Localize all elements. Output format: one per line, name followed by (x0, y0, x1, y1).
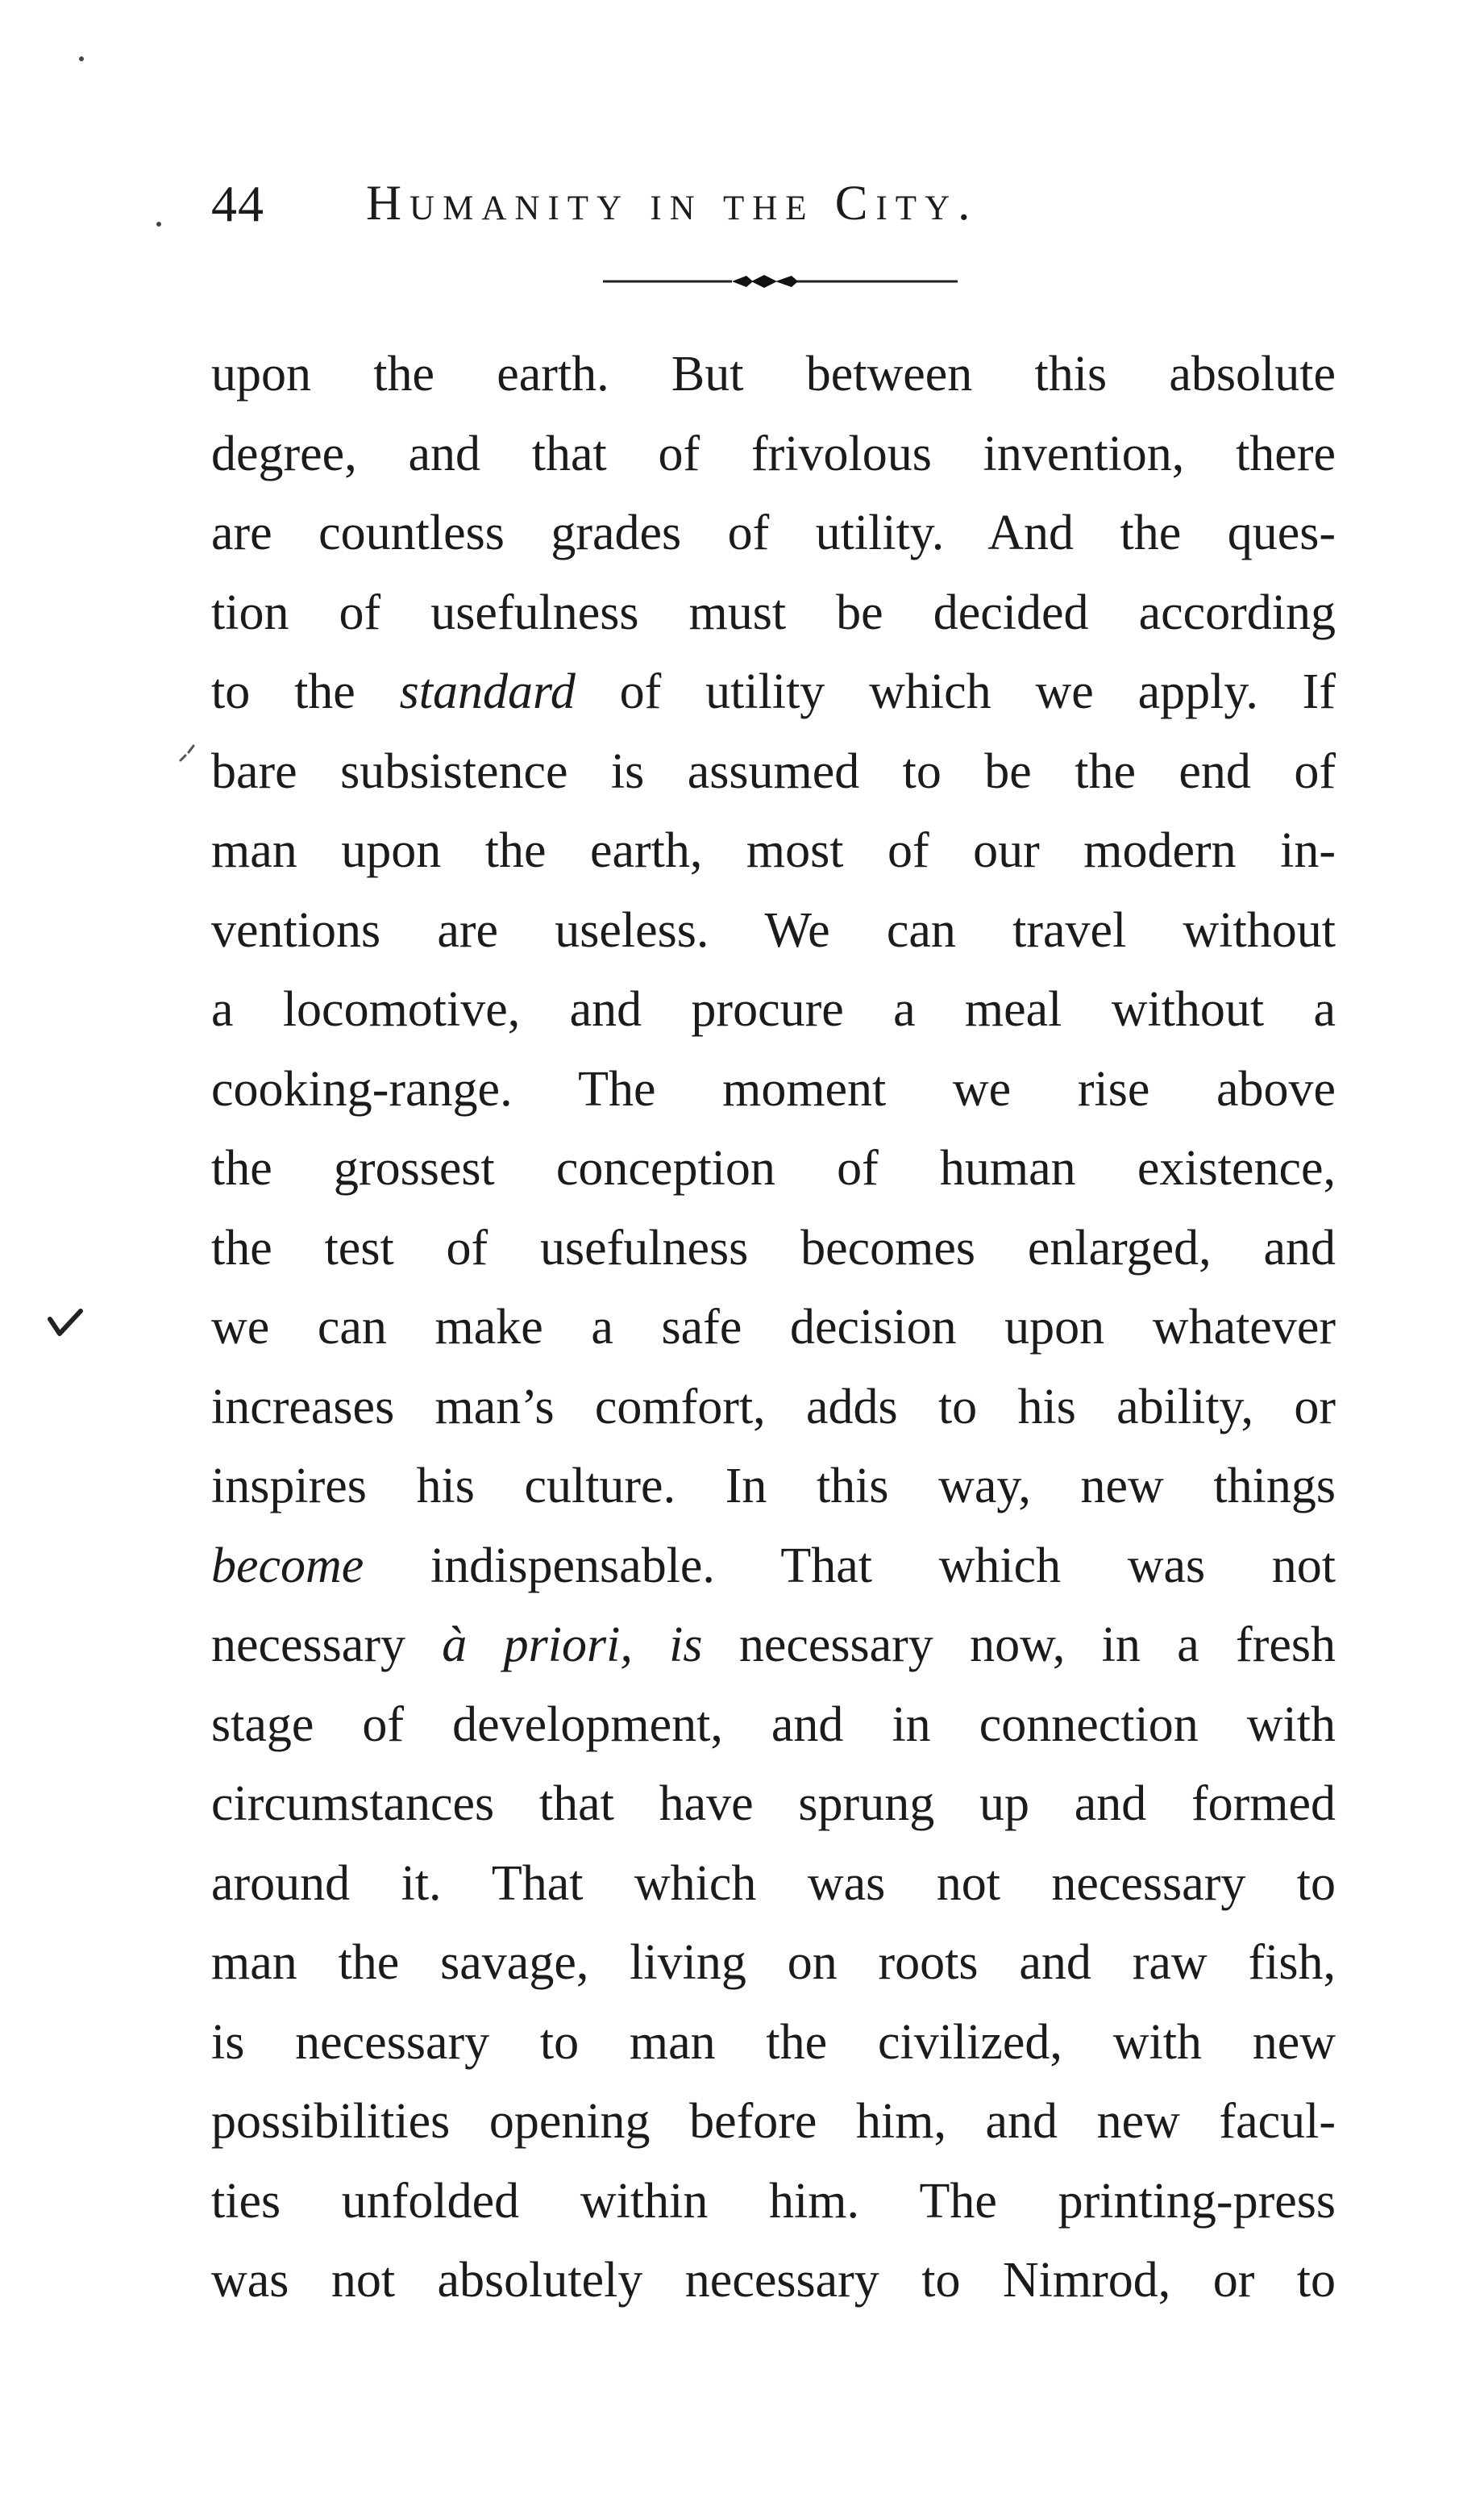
text-segment: was not absolutely necessary to Nimrod, or to (211, 2253, 1336, 2308)
running-title: Humanity in the City. (366, 177, 979, 231)
text-segment: man upon the earth, most of our modern in- (211, 823, 1336, 878)
text-segment: inspires his culture. In this way, new things (211, 1459, 1336, 1513)
italic-text: à priori, is (442, 1617, 703, 1672)
text-segment: indispensable. That which was not (364, 1538, 1336, 1593)
text-segment: circumstances that have sprung up and formed (211, 1776, 1336, 1831)
running-header (211, 168, 1275, 240)
text-segment: necessary (211, 1617, 443, 1672)
text-line (211, 732, 1336, 812)
text-line (211, 335, 1336, 414)
ornamental-rule-icon (603, 269, 958, 293)
text-line (211, 2082, 1336, 2162)
body-text (211, 335, 1336, 2321)
text-segment: stage of development, and in connection with (211, 1696, 1336, 1752)
text-line (211, 1685, 1336, 1765)
text-line (211, 1764, 1336, 1844)
text-segment: increases man’s comfort, adds to his ability, or (211, 1379, 1336, 1434)
text-segment: upon the earth. But between this absolute (211, 347, 1336, 402)
margin-speck-icon (79, 56, 84, 61)
text-segment: is necessary to man the civilized, with new (211, 2014, 1336, 2070)
text-segment: the test of usefulness becomes enlarged, and (211, 1220, 1336, 1276)
text-segment: degree, and that of frivolous invention, there (211, 426, 1336, 481)
text-segment: a locomotive, and procure a meal without a (211, 982, 1336, 1037)
text-line (211, 2162, 1336, 2242)
text-line (211, 1447, 1336, 1526)
text-segment: of utility which we apply. If (575, 664, 1336, 719)
pencil-tick-icon (176, 738, 200, 770)
text-line (211, 652, 1336, 732)
text-line (211, 811, 1336, 891)
text-line (211, 1209, 1336, 1288)
text-segment: bare subsistence is assumed to be the end of (211, 743, 1336, 799)
text-line (211, 493, 1336, 573)
text-segment: man the savage, living on roots and raw fish, (211, 1935, 1336, 1990)
text-line (211, 970, 1336, 1050)
checkmark-icon (47, 1306, 84, 1338)
text-line (211, 414, 1336, 494)
text-line (211, 891, 1336, 971)
text-segment: necessary now, in a fresh (702, 1617, 1336, 1672)
text-line (211, 1605, 1336, 1685)
italic-text: become (211, 1538, 364, 1593)
text-line (211, 1288, 1336, 1367)
text-line (211, 1129, 1336, 1209)
text-segment: to the (211, 664, 400, 719)
text-segment: around it. That which was not necessary to (211, 1855, 1336, 1911)
text-line (211, 1844, 1336, 1924)
text-line (211, 2241, 1336, 2321)
margin-speck-icon (156, 222, 161, 227)
text-segment: tion of usefulness must be decided according (211, 585, 1336, 640)
text-line (211, 2003, 1336, 2083)
text-segment: possibilities opening before him, and new facul- (211, 2094, 1336, 2149)
text-line (211, 1526, 1336, 1606)
page-number: 44 (211, 175, 264, 232)
text-segment: the grossest conception of human existence, (211, 1141, 1336, 1196)
italic-text: standard (399, 664, 576, 719)
text-line (211, 1923, 1336, 2003)
text-segment: we can make a safe decision upon whatever (211, 1300, 1336, 1355)
text-line (211, 573, 1336, 653)
text-segment: ventions are useless. We can travel without (211, 902, 1336, 958)
text-segment: ties unfolded within him. The printing-press (211, 2173, 1336, 2229)
text-segment: cooking-range. The moment we rise above (211, 1061, 1336, 1117)
text-line (211, 1367, 1336, 1447)
text-segment: are countless grades of utility. And the ques- (211, 506, 1336, 560)
text-line (211, 1050, 1336, 1130)
